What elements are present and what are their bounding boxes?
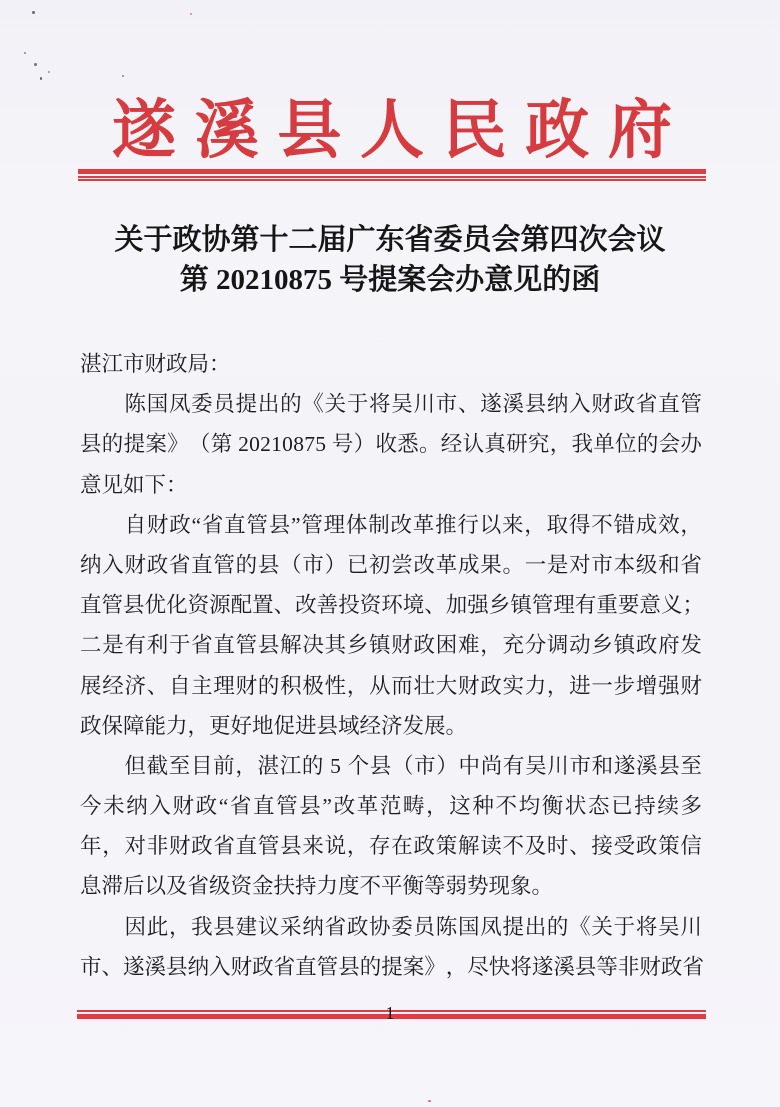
body-line: 展 经 济 、 自 主 理 财 的 积 极 性 ， 从 而 壮 大 财 政 实 力 ， 进 一 步 增 强 财 bbox=[80, 673, 702, 698]
title-line-2: 第 20210875 号提案会办意见的函 bbox=[179, 264, 601, 296]
body-line: 息滞后以及省级资金扶持力度不平衡等弱势现象。 bbox=[80, 874, 554, 899]
agency-char: 溪 bbox=[194, 95, 259, 166]
scan-speck bbox=[40, 77, 42, 80]
scan-speck bbox=[48, 71, 50, 73]
scan-speck bbox=[32, 11, 35, 14]
body-line: 因 此 ， 我 县 建 议 采 纳 省 政 协 委 员 陈 国 凤 提 出 的 《 关 于 将 吴 川 bbox=[124, 914, 702, 939]
page-number: 1 bbox=[385, 1003, 395, 1023]
letterhead-agency-name bbox=[112, 88, 672, 166]
document-title bbox=[0, 220, 780, 300]
body-line: 纳 入 财 政 省 直 管 的 县 （ 市 ） 已 初 尝 改 革 成 果 。 一 是 对 市 本 级 和 省 bbox=[80, 552, 702, 577]
body-line: 二 是 有 利 于 省 直 管 县 解 决 其 乡 镇 财 政 困 难 ， 充 分 调 动 乡 镇 政 府 发 bbox=[80, 633, 702, 658]
body-line: 县 的 提 案 》 （ 第 2 0 2 1 0 8 7 5 号 ） 收 悉 。 经 认 真 研 究 ， 我 单 位 的 会 办 bbox=[80, 432, 702, 457]
letterhead-rule-thin-2 bbox=[78, 179, 706, 181]
agency-char: 人 bbox=[359, 95, 424, 166]
body-line: 陈 国 凤 委 员 提 出 的 《 关 于 将 吴 川 市 、 遂 溪 县 纳 入 财 政 省 直 管 bbox=[124, 392, 702, 417]
agency-char: 府 bbox=[607, 95, 672, 166]
scan-speck bbox=[190, 13, 192, 15]
letterhead-rule-thick bbox=[78, 169, 706, 174]
body-line: 直 管 县 优 化 资 源 配 置 、 改 善 投 资 环 境 、 加 强 乡 镇 管 理 有 重 要 意 义 ； bbox=[80, 593, 704, 618]
title-line-1: 关于政协第十二届广东省委员会第四次会议 bbox=[114, 224, 666, 256]
body-line: 湛江市财政局： bbox=[80, 352, 231, 376]
body-line: 意见如下： bbox=[80, 472, 188, 497]
letterhead-rule bbox=[78, 169, 706, 181]
agency-char: 遂 bbox=[112, 95, 176, 166]
body-line: 自 财 政 “ 省 直 管 县 ” 管 理 体 制 改 革 推 行 以 来 ， 取 得 不 错 成 效 ， bbox=[124, 512, 702, 537]
scan-speck bbox=[34, 63, 37, 66]
scan-speck bbox=[122, 75, 124, 77]
body-text bbox=[80, 344, 702, 987]
letterhead-rule-thin-1 bbox=[78, 176, 706, 178]
scan-speck bbox=[24, 52, 26, 54]
body-line: 但 截 至 目 前 ， 湛 江 的 5 个 县 （ 市 ） 中 尚 有 吴 川 市 和 遂 溪 县 至 bbox=[124, 753, 702, 778]
scan-speck bbox=[428, 1100, 431, 1102]
body-line: 政保障能力，更好地促进县域经济发展。 bbox=[80, 713, 468, 738]
body-line: 年 ， 对 非 财 政 省 直 管 县 来 说 ， 存 在 政 策 解 读 不 及 时 、 接 受 政 策 信 bbox=[80, 834, 702, 859]
body-line: 市 、 遂 溪 县 纳 入 财 政 省 直 管 县 的 提 案 》 ， 尽 快 将 遂 溪 县 等 非 财 政 省 bbox=[80, 954, 704, 979]
agency-char: 县 bbox=[277, 95, 342, 166]
body-line: 今 未 纳 入 财 政 “ 省 直 管 县 ” 改 革 范 畴 ， 这 种 不 均 衡 状 态 已 持 续 多 bbox=[80, 794, 702, 819]
agency-char: 民 bbox=[442, 95, 507, 166]
agency-char: 政 bbox=[525, 95, 590, 166]
